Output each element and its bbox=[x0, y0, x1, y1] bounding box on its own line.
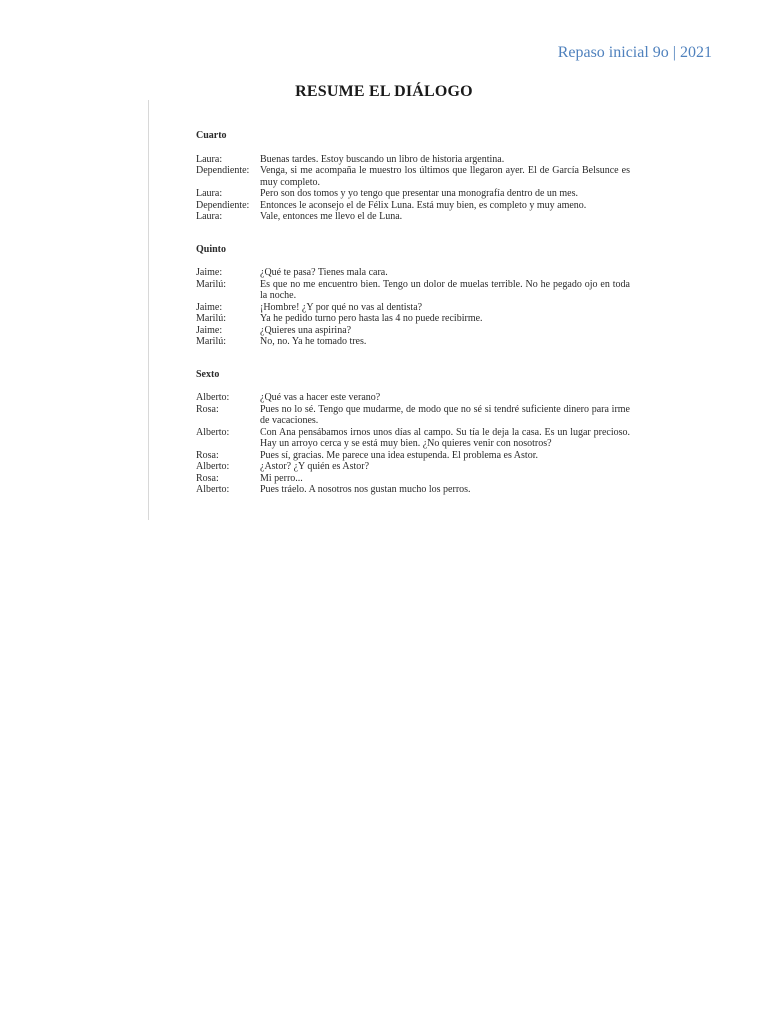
section-quinto bbox=[196, 244, 630, 348]
dialogue-text: ¡Hombre! ¿Y por qué no vas al dentista? bbox=[260, 301, 423, 313]
speaker-name: Marilú: bbox=[196, 336, 226, 347]
speaker-name: Dependiente: bbox=[196, 199, 250, 211]
dialogue-line bbox=[196, 336, 630, 348]
document-header: Repaso inicial 9o | 2021 bbox=[557, 44, 712, 61]
dialogue-text: Pues no lo sé. Tengo que mudarme, de modo que no sé si tendré suficiente dinero para irme de vacaciones. bbox=[260, 403, 630, 426]
dialogue-line bbox=[196, 450, 630, 462]
section-sexto bbox=[196, 369, 630, 496]
scan-edge-divider bbox=[148, 100, 149, 520]
dialogue-text: ¿Astor? ¿Y quién es Astor? bbox=[260, 461, 370, 472]
dialogue-line bbox=[196, 154, 630, 166]
section-title: Sexto bbox=[196, 368, 220, 380]
speaker-name: Marilú: bbox=[196, 278, 226, 290]
speaker-name: Jaime: bbox=[196, 267, 223, 278]
dialogue-line bbox=[196, 188, 630, 200]
speaker-name: Jaime: bbox=[196, 324, 223, 336]
section-title: Quinto bbox=[196, 243, 227, 255]
dialogue-line bbox=[196, 404, 630, 427]
speaker-name: Alberto: bbox=[196, 461, 230, 472]
dialogue-line bbox=[196, 267, 630, 279]
dialogue-text: No, no. Ya he tomado tres. bbox=[260, 336, 367, 347]
speaker-name: Alberto: bbox=[196, 392, 230, 403]
speaker-name: Alberto: bbox=[196, 484, 230, 495]
dialogue-line bbox=[196, 392, 630, 404]
speaker-name: Jaime: bbox=[196, 301, 223, 313]
dialogue-line bbox=[196, 325, 630, 337]
dialogue-line bbox=[196, 279, 630, 302]
speaker-name: Laura: bbox=[196, 211, 223, 222]
dialogue-text: Ya he pedido turno pero hasta las 4 no puede recibirme. bbox=[260, 313, 483, 324]
section-cuarto bbox=[196, 130, 630, 223]
dialogue-text: Venga, si me acompaña le muestro los últimos que llegaron ayer. El de García Belsunce es muy completo. bbox=[260, 165, 630, 188]
speaker-name: Rosa: bbox=[196, 449, 219, 461]
dialogue-text: ¿Qué te pasa? Tienes mala cara. bbox=[260, 267, 388, 278]
page-title: RESUME EL DIÁLOGO bbox=[295, 83, 473, 100]
dialogue-line bbox=[196, 302, 630, 314]
speaker-name: Alberto: bbox=[196, 426, 230, 438]
speaker-name: Rosa: bbox=[196, 403, 219, 415]
dialogue-text: Pues sí, gracias. Me parece una idea estupenda. El problema es Astor. bbox=[260, 449, 538, 461]
dialogue-line bbox=[196, 165, 630, 188]
dialogue-line bbox=[196, 484, 630, 496]
dialogue-text: Buenas tardes. Estoy buscando un libro de historia argentina. bbox=[260, 153, 505, 165]
dialogue-text: Mi perro... bbox=[260, 472, 303, 484]
speaker-name: Marilú: bbox=[196, 313, 226, 324]
speaker-name: Dependiente: bbox=[196, 165, 250, 176]
dialogue-text: Con Ana pensábamos irnos unos días al campo. Su tía le deja la casa. Es un lugar precioso. Hay un arroyo cerca y se está muy bien. ¿No quieres venir con nosotros? bbox=[260, 426, 630, 449]
dialogue-text: Es que no me encuentro bien. Tengo un dolor de muelas terrible. No he pegado ojo en toda la noche. bbox=[260, 278, 630, 301]
dialogue-line bbox=[196, 313, 630, 325]
dialogue-line bbox=[196, 200, 630, 212]
dialogue-text: Vale, entonces me llevo el de Luna. bbox=[260, 211, 403, 222]
dialogue-text: Entonces le aconsejo el de Félix Luna. Está muy bien, es completo y muy ameno. bbox=[260, 199, 587, 211]
scanned-dialogue-image bbox=[196, 130, 630, 517]
dialogue-line bbox=[196, 427, 630, 450]
dialogue-text: Pues tráelo. A nosotros nos gustan mucho los perros. bbox=[260, 484, 471, 495]
dialogue-text: Pero son dos tomos y yo tengo que presentar una monografía dentro de un mes. bbox=[260, 188, 578, 199]
dialogue-text: ¿Qué vas a hacer este verano? bbox=[260, 392, 381, 403]
dialogue-line bbox=[196, 461, 630, 473]
speaker-name: Laura: bbox=[196, 188, 223, 199]
dialogue-text: ¿Quieres una aspirina? bbox=[260, 324, 352, 336]
speaker-name: Laura: bbox=[196, 153, 223, 165]
dialogue-line bbox=[196, 211, 630, 223]
section-title: Cuarto bbox=[196, 130, 227, 141]
speaker-name: Rosa: bbox=[196, 472, 219, 484]
dialogue-line bbox=[196, 473, 630, 485]
